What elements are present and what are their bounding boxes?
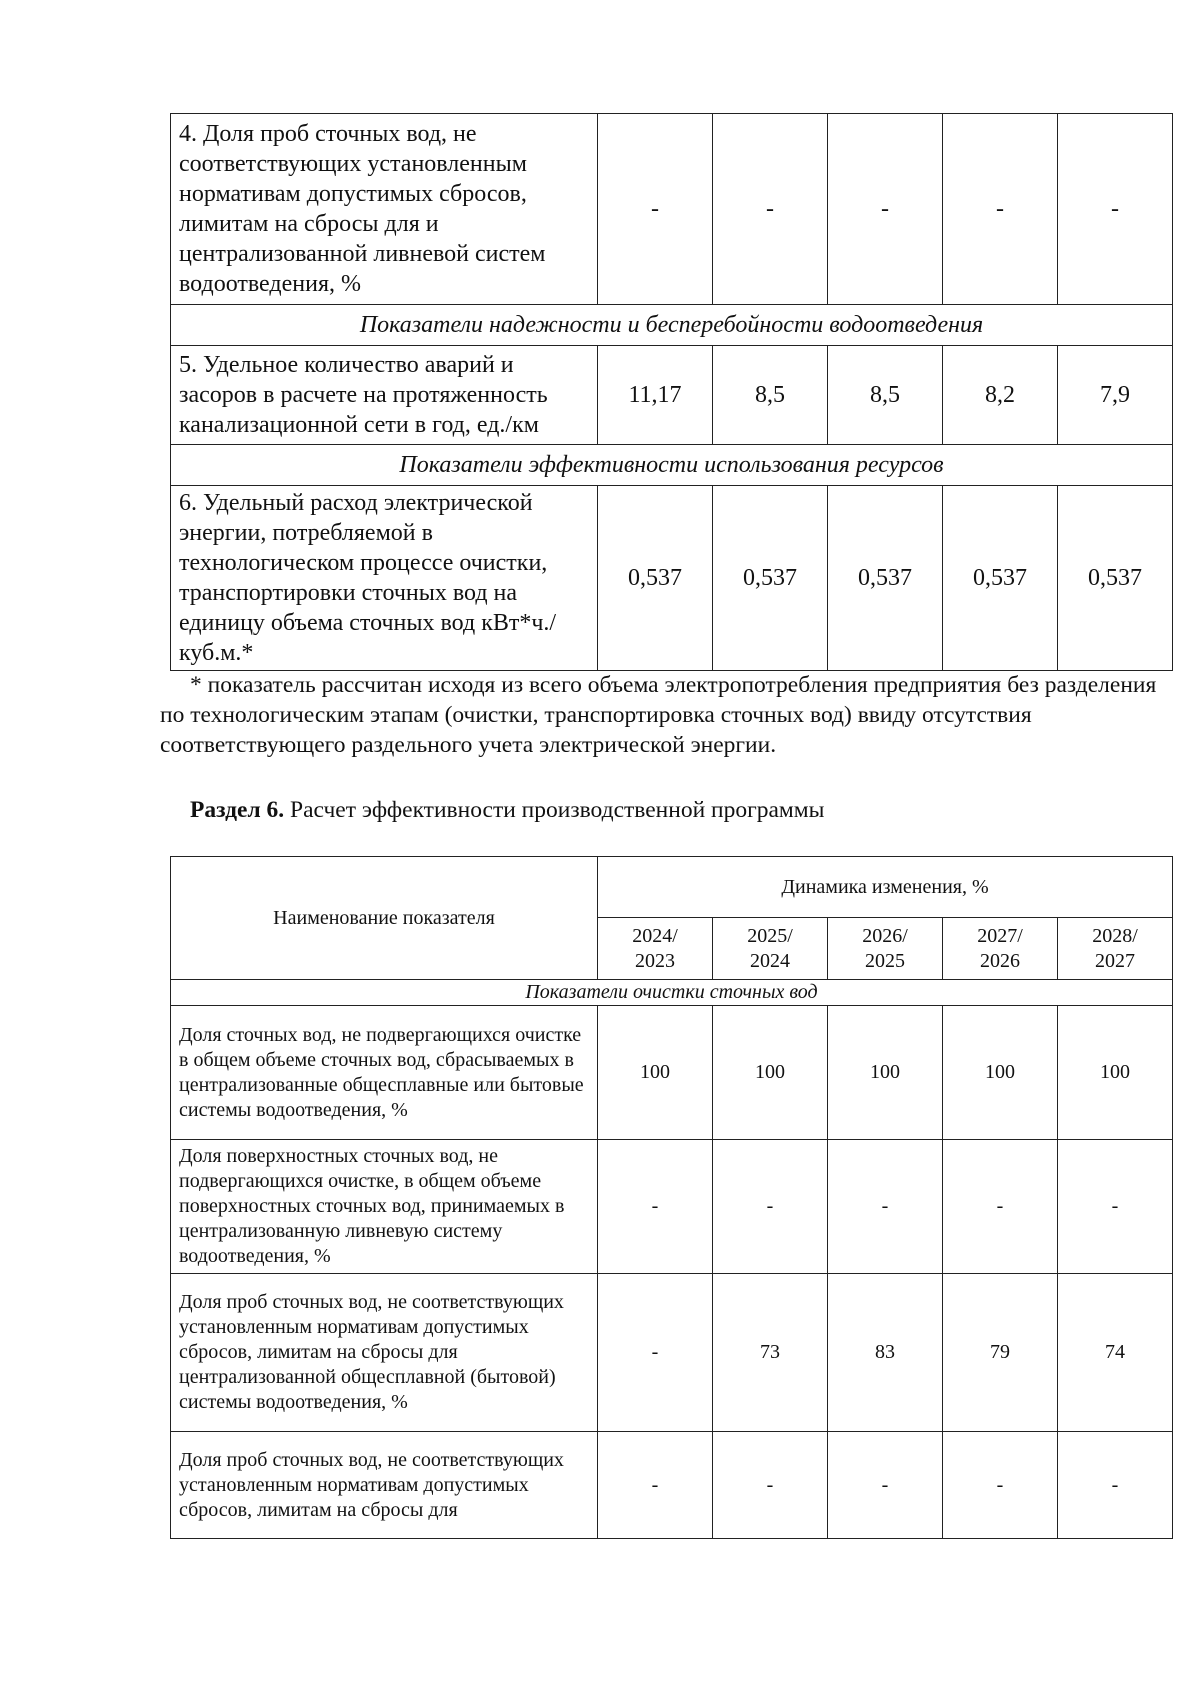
indicator-value: 8,2 xyxy=(943,346,1058,445)
indicator-value: - xyxy=(713,114,828,305)
table-row xyxy=(171,486,1173,671)
indicator-value: - xyxy=(713,1432,828,1539)
table-row xyxy=(171,1006,1173,1140)
efficiency-table xyxy=(170,856,1173,1539)
indicator-value: 100 xyxy=(943,1006,1058,1140)
indicator-value: 100 xyxy=(598,1006,713,1140)
indicator-value: 0,537 xyxy=(943,486,1058,671)
table-row xyxy=(171,1140,1173,1274)
period-header: 2024/ 2023 xyxy=(598,918,713,980)
indicator-value: 8,5 xyxy=(713,346,828,445)
section-heading-reliability: Показатели надежности и бесперебойности водоотведения xyxy=(171,305,1173,346)
section-title xyxy=(190,797,824,824)
indicator-value: - xyxy=(828,114,943,305)
section-title-text: Расчет эффективности производственной программы xyxy=(290,797,825,823)
indicator-value: 83 xyxy=(828,1274,943,1432)
table-row xyxy=(171,1432,1173,1539)
footnote-text: * показатель рассчитан исходя из всего объема электропотребления предприятия без разделения по технологическим этапам (очистки, транспортировка сточных вод) ввиду отсутствия соответствующего раздельного учета электрической энергии. xyxy=(160,672,1157,758)
period-header: 2027/ 2026 xyxy=(943,918,1058,980)
indicator-value: - xyxy=(598,1274,713,1432)
indicator-value: - xyxy=(713,1140,828,1274)
indicator-value: 0,537 xyxy=(598,486,713,671)
indicator-value: - xyxy=(598,1140,713,1274)
indicator-name: Доля сточных вод, не подвергающихся очистке в общем объеме сточных вод, сбрасываемых в централизованные общесплавные или бытовые системы водоотведения, % xyxy=(171,1006,598,1140)
indicator-value: 11,17 xyxy=(598,346,713,445)
indicators-table-continuation xyxy=(170,113,1173,671)
indicator-value: - xyxy=(598,114,713,305)
indicator-value: 79 xyxy=(943,1274,1058,1432)
indicator-value: - xyxy=(1058,1140,1173,1274)
column-header-name: Наименование показателя xyxy=(171,857,598,980)
section-row xyxy=(171,980,1173,1006)
indicator-name: 5. Удельное количество аварий и засоров в расчете на протяженность канализационной сети в год, ед./км xyxy=(171,346,598,445)
indicator-value: - xyxy=(1058,114,1173,305)
indicator-name: Доля проб сточных вод, не соответствующих установленным нормативам допустимых сбросов, лимитам на сбросы для централизованной общесплавной (бытовой) системы водоотведения, % xyxy=(171,1274,598,1432)
indicator-value: 0,537 xyxy=(1058,486,1173,671)
section-row xyxy=(171,305,1173,346)
section-heading-efficiency: Показатели эффективности использования ресурсов xyxy=(171,445,1173,486)
table-row xyxy=(171,1274,1173,1432)
indicator-value: - xyxy=(1058,1432,1173,1539)
indicator-value: - xyxy=(943,114,1058,305)
indicator-value: 100 xyxy=(713,1006,828,1140)
indicator-name: 4. Доля проб сточных вод, не соответствующих установленным нормативам допустимых сбросов, лимитам на сбросы для и централизованной ливневой систем водоотведения, % xyxy=(171,114,598,305)
indicator-value: 100 xyxy=(1058,1006,1173,1140)
indicator-name: 6. Удельный расход электрической энергии, потребляемой в технологическом процессе очистки, транспортировки сточных вод на единицу объема сточных вод кВт*ч./куб.м.* xyxy=(171,486,598,671)
indicator-name: Доля поверхностных сточных вод, не подвергающихся очистке, в общем объеме поверхностных сточных вод, принимаемых в централизованную ливневую систему водоотведения, % xyxy=(171,1140,598,1274)
header-row xyxy=(171,857,1173,918)
indicator-value: 74 xyxy=(1058,1274,1173,1432)
footnote xyxy=(160,670,1170,760)
indicator-value: 7,9 xyxy=(1058,346,1173,445)
indicator-value: 73 xyxy=(713,1274,828,1432)
indicator-value: - xyxy=(943,1432,1058,1539)
indicator-name: Доля проб сточных вод, не соответствующих установленным нормативам допустимых сбросов, лимитам на сбросы для xyxy=(171,1432,598,1539)
table-row xyxy=(171,346,1173,445)
indicator-value: 0,537 xyxy=(713,486,828,671)
indicator-value: 0,537 xyxy=(828,486,943,671)
period-header: 2026/ 2025 xyxy=(828,918,943,980)
period-header: 2028/ 2027 xyxy=(1058,918,1173,980)
indicator-value: - xyxy=(828,1432,943,1539)
indicator-value: - xyxy=(828,1140,943,1274)
table-row xyxy=(171,114,1173,305)
indicator-value: 100 xyxy=(828,1006,943,1140)
section-label: Раздел 6. xyxy=(190,797,285,823)
indicator-value: - xyxy=(943,1140,1058,1274)
column-header-dynamics: Динамика изменения, % xyxy=(598,857,1173,918)
indicator-value: - xyxy=(598,1432,713,1539)
section-heading-treatment: Показатели очистки сточных вод xyxy=(171,980,1173,1006)
section-row xyxy=(171,445,1173,486)
period-header: 2025/ 2024 xyxy=(713,918,828,980)
indicator-value: 8,5 xyxy=(828,346,943,445)
